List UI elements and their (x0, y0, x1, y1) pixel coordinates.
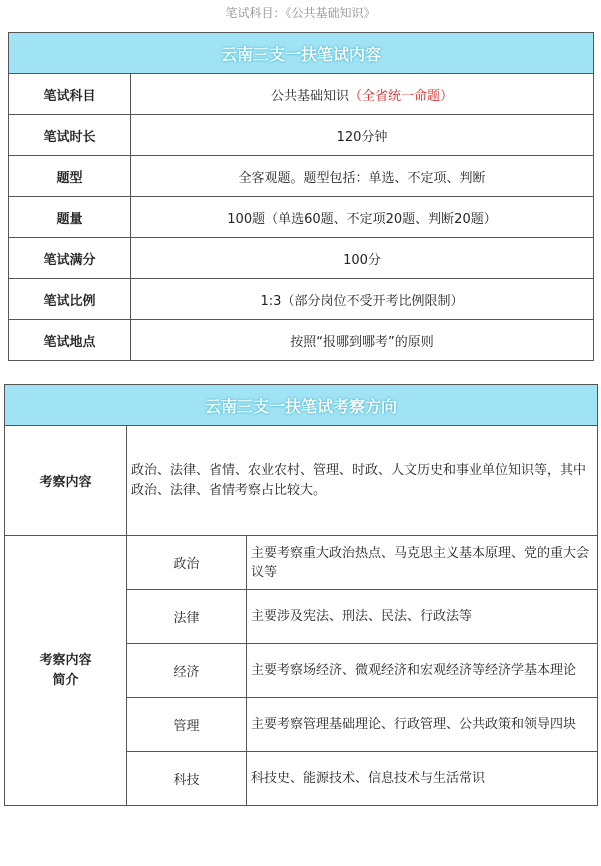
exam-direction-title: 云南三支一扶笔试考察方向 (5, 385, 598, 426)
subject-desc: 主要考察场经济、微观经济和宏观经济等经济学基本理论 (247, 644, 598, 698)
row-label: 题量 (9, 197, 131, 238)
row-label: 笔试时长 (9, 115, 131, 156)
subject-name: 科技 (127, 752, 247, 806)
row-label: 笔试比例 (9, 279, 131, 320)
row-label: 题型 (9, 156, 131, 197)
table-row (9, 197, 594, 238)
table-row (5, 426, 598, 536)
table-row (9, 279, 594, 320)
row-value (131, 74, 594, 115)
row-value: 全客观题。题型包括：单选、不定项、判断 (131, 156, 594, 197)
table-row (9, 320, 594, 361)
subject-name: 政治 (127, 536, 247, 590)
row-value: 按照“报哪到哪考”的原则 (131, 320, 594, 361)
table-row (9, 74, 594, 115)
subject-desc: 主要涉及宪法、刑法、民法、行政法等 (247, 590, 598, 644)
page-caption: 笔试科目：《公共基础知识》 (225, 6, 376, 20)
exam-content-table (8, 32, 594, 361)
table-row (9, 156, 594, 197)
subject-name: 管理 (127, 698, 247, 752)
exam-content-title: 云南三支一扶笔试内容 (9, 33, 594, 74)
subject-text: 公共基础知识 (270, 88, 349, 104)
row-value: 120分钟 (131, 115, 594, 156)
subject-desc: 主要考察管理基础理论、行政管理、公共政策和领导四块 (247, 698, 598, 752)
scope-text: 政治、法律、省情、农业农村、管理、时政、人文历史和事业单位知识等，其中政治、法律、省情考察占比较大。 (127, 426, 598, 536)
row-value: 1:3（部分岗位不受开考比例限制） (131, 279, 594, 320)
row-label: 笔试科目 (9, 74, 131, 115)
row-label: 笔试满分 (9, 238, 131, 279)
table-row (9, 115, 594, 156)
subject-desc: 科技史、能源技术、信息技术与生活常识 (247, 752, 598, 806)
subject-name: 经济 (127, 644, 247, 698)
subject-desc: 主要考察重大政治热点、马克思主义基本原理、党的重大会议等 (247, 536, 598, 590)
table-row (5, 536, 598, 590)
subject-name: 法律 (127, 590, 247, 644)
row-value: 100分 (131, 238, 594, 279)
table-row (9, 238, 594, 279)
intro-label: 考察内容简介 (5, 536, 127, 806)
row-label: 笔试地点 (9, 320, 131, 361)
row-value: 100题（单选60题、不定项20题、判断20题） (131, 197, 594, 238)
scope-label: 考察内容 (5, 426, 127, 536)
exam-direction-table (4, 384, 598, 806)
unified-exam-note: （全省统一命题） (349, 88, 454, 104)
